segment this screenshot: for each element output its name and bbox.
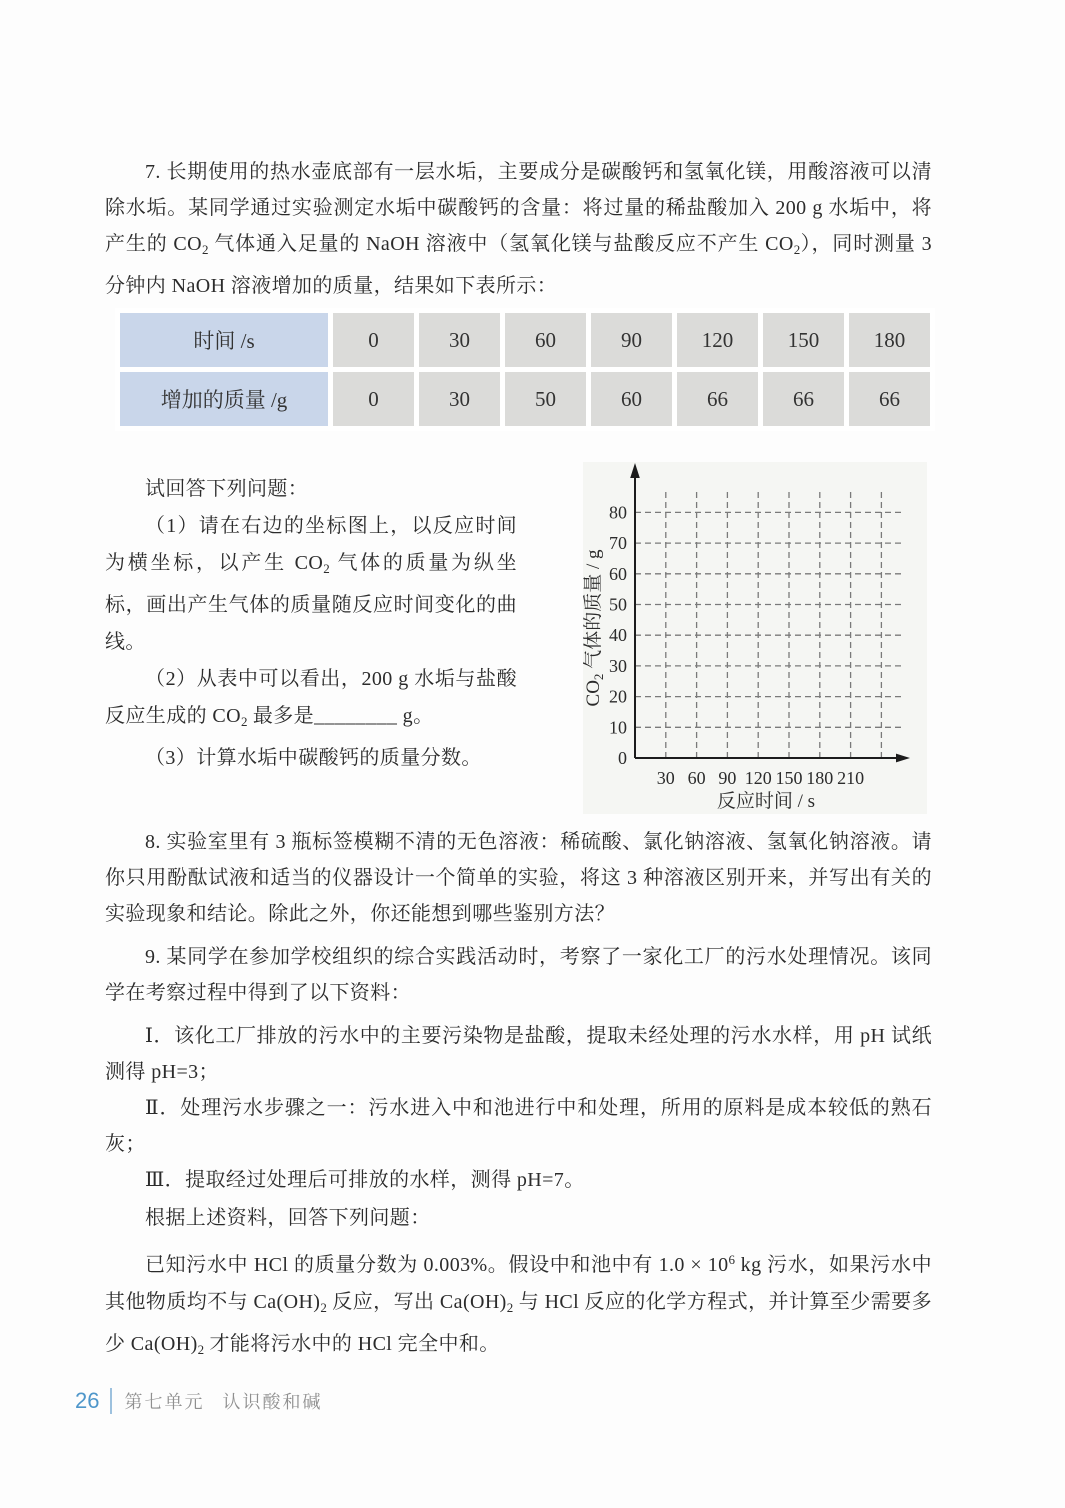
data-table-wrapper xyxy=(115,308,935,431)
table-row-mass xyxy=(120,372,930,426)
y-tick-label: 20 xyxy=(609,686,627,707)
table-cell: 60 xyxy=(505,313,586,367)
x-axis-arrow-icon xyxy=(896,754,910,763)
x-tick-label: 210 xyxy=(837,768,865,788)
table-cell: 180 xyxy=(849,313,930,367)
footer-unit-title: 认识酸和碱 xyxy=(222,1392,323,1412)
y-axis-arrow-icon xyxy=(630,463,640,478)
y-tick-label: 10 xyxy=(609,717,627,738)
subquestion-3: （3）计算水垢中碳酸钙的质量分数。 xyxy=(145,747,482,769)
table-cell: 0 xyxy=(333,372,414,426)
data-table xyxy=(115,308,935,431)
subquestion-2: （2）从表中可以看出，200 g 水垢与盐酸反应生成的 $CO_2$ 最多是________ g。 xyxy=(105,668,517,729)
table-cell: 66 xyxy=(849,372,930,426)
table-cell: 66 xyxy=(763,372,844,426)
y-axis xyxy=(630,463,640,758)
x-tick-label: 150 xyxy=(775,768,803,788)
table-cell: 0 xyxy=(333,313,414,367)
x-tick-label: 120 xyxy=(744,768,772,788)
table-cell: 90 xyxy=(591,313,672,367)
chart-svg xyxy=(583,462,927,814)
y-tick-label: 70 xyxy=(609,533,627,554)
subquestion-1: （1）请在右边的坐标图上，以反应时间为横坐标，以产生 $CO_2$ 气体的质量为纵坐标，画出产生气体的质量随反应时间变化的曲线。 xyxy=(105,515,517,653)
table-cell: 150 xyxy=(763,313,844,367)
question-9-item-2: Ⅱ．处理污水步骤之一：污水进入中和池进行中和处理，所用的原料是成本较低的熟石灰； xyxy=(105,1097,932,1155)
question-9-item-3: Ⅲ．提取经过处理后可排放的水样，测得 pH=7。 xyxy=(145,1169,585,1191)
x-tick-label: 30 xyxy=(656,768,675,788)
table-cell: 30 xyxy=(419,372,500,426)
footer xyxy=(75,1386,322,1416)
y-tick-label: 0 xyxy=(618,748,627,768)
y-tick-label: 50 xyxy=(609,594,627,615)
question-9-item-1: Ⅰ．该化工厂排放的污水中的主要污染物是盐酸，提取未经处理的污水水样，用 pH 试纸测得 pH=3； xyxy=(105,1025,932,1083)
question-7-text: 7. 长期使用的热水壶底部有一层水垢，主要成分是碳酸钙和氢氧化镁，用酸溶液可以清除水垢。某同学通过实验测定水垢中碳酸钙的含量：将过量的稀盐酸加入 200 g 水垢中，将产生的 $CO_2$ 气体通入足量的 NaOH 溶液中（氢氧化镁与盐酸反应不产生 $CO_2$），同时测量 3 分钟内 NaOH 溶液增加的质量，结果如下表所示： xyxy=(105,161,932,297)
chart-figure xyxy=(583,462,927,814)
footer-divider xyxy=(110,1388,112,1414)
x-tick-label: 60 xyxy=(687,768,706,788)
table-cell: 30 xyxy=(419,313,500,367)
y-tick-label: 30 xyxy=(609,655,627,676)
y-axis-title: $CO_2$ 气体的质量 / g xyxy=(583,549,606,707)
x-tick-label: 90 xyxy=(718,768,737,788)
question-prompt: 试回答下列问题： xyxy=(145,478,309,500)
table-cell: 120 xyxy=(677,313,758,367)
page-number: 26 xyxy=(75,1388,100,1413)
table-cell: 60 xyxy=(591,372,672,426)
question-7-subquestions xyxy=(105,471,517,777)
table-cell: 66 xyxy=(677,372,758,426)
y-tick-labels xyxy=(609,502,627,768)
x-axis-title: 反应时间 / s xyxy=(716,791,816,812)
footer-unit: 第七单元 xyxy=(124,1392,205,1412)
question-9-final: 已知污水中 HCl 的质量分数为 0.003%。假设中和池中有 $1.0 \times 10^6$ kg 污水，如果污水中其他物质均不与 $Ca(OH)_2$ 反应，写出 $Ca(OH)_2$ 与 HCl 反应的化学方程式，并计算至少需要多少 $Ca(OH)_2$ 才能将污水中的 HCl 完全中和。 xyxy=(105,1252,932,1357)
y-tick-label: 40 xyxy=(609,625,627,646)
y-tick-label: 60 xyxy=(609,563,627,584)
y-tick-label: 80 xyxy=(609,502,627,523)
x-tick-labels xyxy=(657,768,864,788)
x-tick-label: 180 xyxy=(806,768,834,788)
x-axis xyxy=(635,754,910,763)
horizontal-gridlines xyxy=(635,512,904,727)
table-row-header: 时间 /s xyxy=(120,313,328,367)
question-9-followup: 根据上述资料，回答下列问题： xyxy=(145,1207,431,1229)
question-8-text: 8. 实验室里有 3 瓶标签模糊不清的无色溶液：稀硫酸、氯化钠溶液、氢氧化钠溶液。请你只用酚酞试液和适当的仪器设计一个简单的实验，将这 3 种溶液区别开来，并写出有关的实验现象和结论。除此之外，你还能想到哪些鉴别方法？ xyxy=(105,831,932,925)
question-9-text: 9. 某同学在参加学校组织的综合实践活动时，考察了一家化工厂的污水处理情况。该同学在考察过程中得到了以下资料： xyxy=(105,946,932,1004)
vertical-gridlines xyxy=(666,492,882,758)
table-row-header: 增加的质量 /g xyxy=(120,372,328,426)
table-cell: 50 xyxy=(505,372,586,426)
table-row-time xyxy=(120,313,930,367)
